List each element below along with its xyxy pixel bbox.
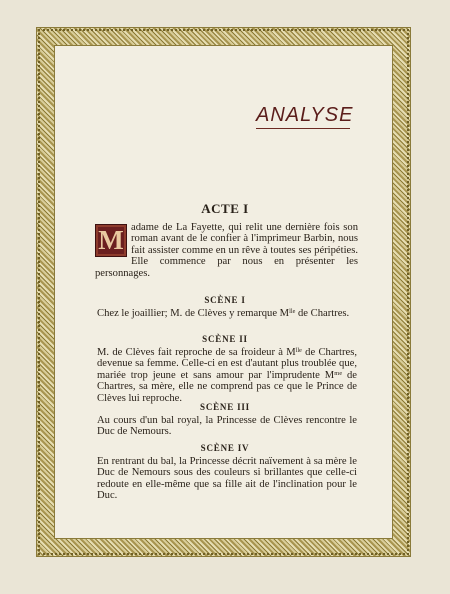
scene-4-heading: SCÈNE IV: [200, 443, 250, 453]
act-heading: ACTE I: [201, 201, 249, 216]
scene-1-heading: SCÈNE I: [204, 295, 246, 305]
scene-2-heading: SCÈNE II: [202, 334, 248, 344]
scene-1-text: Chez le joaillier; M. de Clèves y remarque Mˡˡᵉ de Chartres.: [97, 308, 350, 319]
dropcap-letter: M: [95, 224, 127, 257]
scene-4-text: En rentrant du bal, la Princesse décrit naïvement à sa mère le Duc de Nemours sous des couleurs si brillantes que celle-ci redoute en elle-même que sa fille ait de l'inclination pour le Duc.: [97, 456, 357, 502]
page-title: ANALYSE: [256, 104, 354, 126]
scene-3-text: Au cours d'un bal royal, la Princesse de Clèves rencontre le Duc de Nemours.: [97, 415, 357, 438]
intro-paragraph: [95, 222, 358, 279]
intro-text: adame de La Fayette, qui relit une dernière fois son roman avant de le confier à l'imprimeur Barbin, nous fait assister comme en un rêve à toutes ses péripéties. Elle commence par nous en présenter les personnages.: [95, 222, 358, 279]
scene-3-heading: SCÈNE III: [200, 402, 250, 412]
title-underline: [256, 128, 350, 129]
scene-2-text: M. de Clèves fait reproche de sa froideur à Mˡˡᵉ de Chartres, devenue sa femme. Celle-ci en est d'autant plus troublée que, mariée trop jeune et sans amour par l'imprudente Mᵐᵉ de Chartres, sa mère, elle ne comprend pas ce que le Prince de Clèves lui reproche.: [97, 347, 357, 404]
